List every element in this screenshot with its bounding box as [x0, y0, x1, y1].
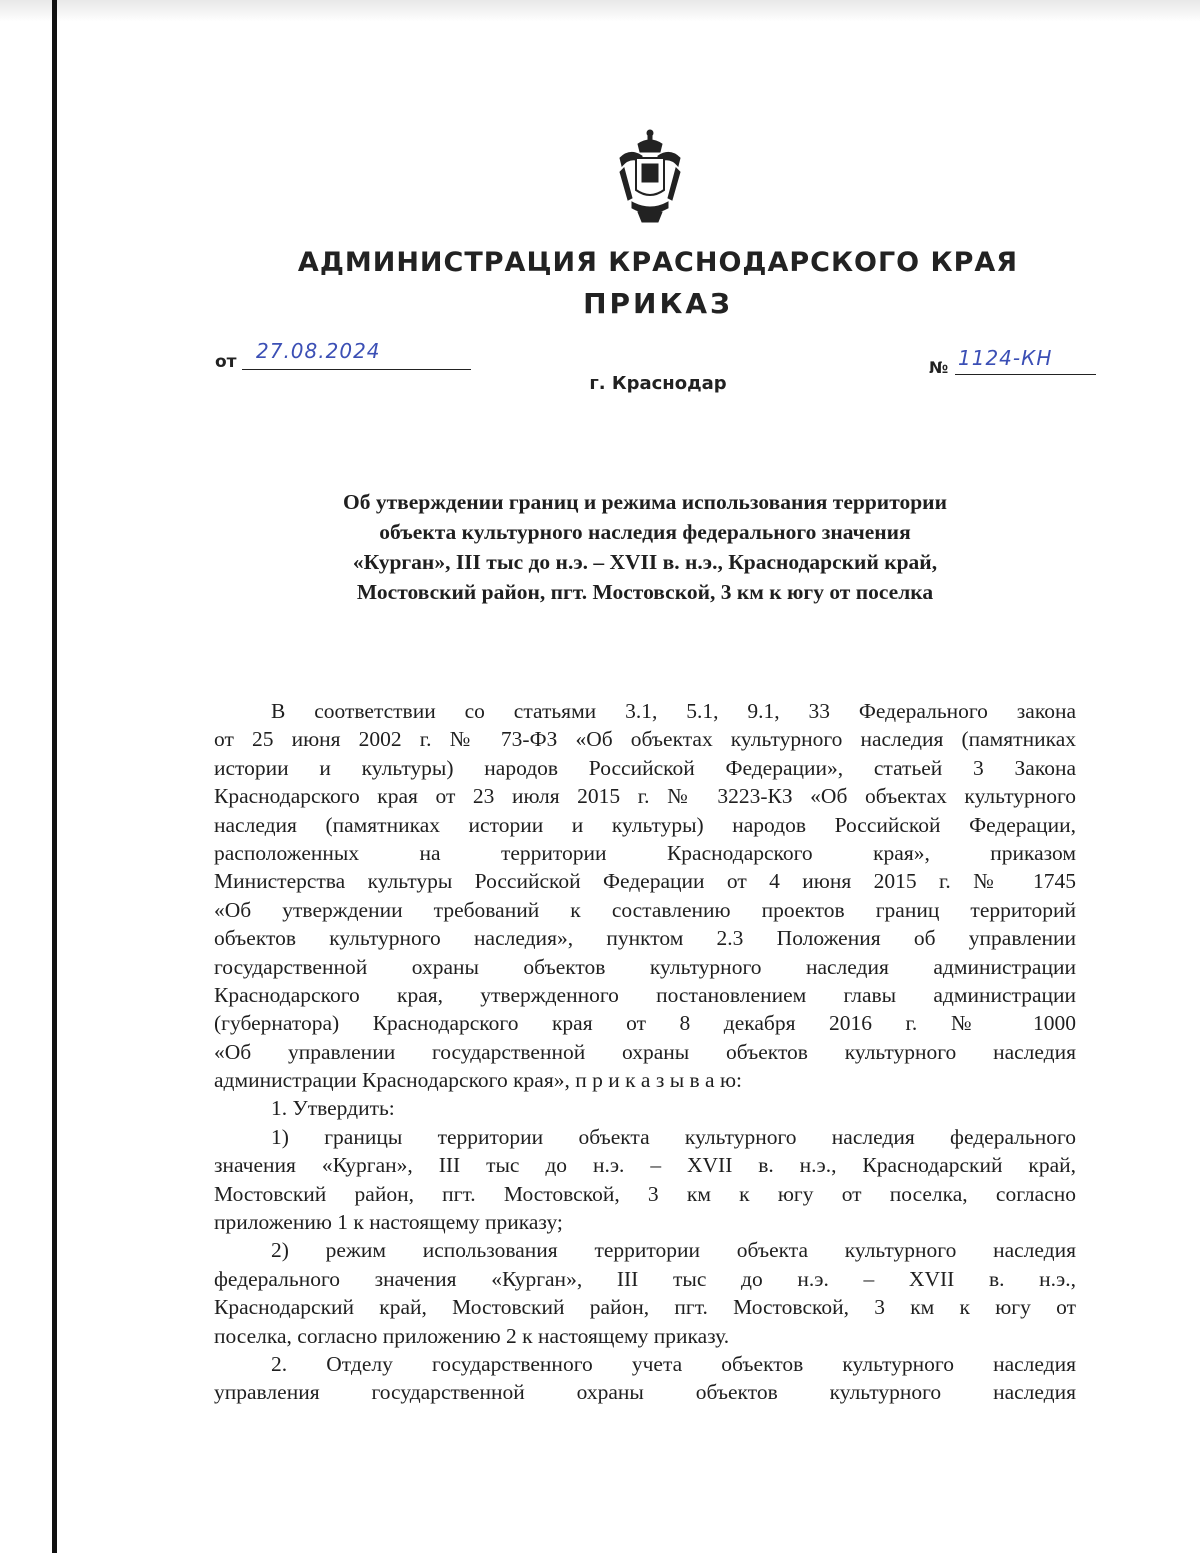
body-line: Краснодарского края от 23 июля 2015 г. № 3223-КЗ «Об объектах культурного [214, 784, 1076, 809]
date-handwritten: 27.08.2024 [256, 339, 381, 363]
body-line: «Об управлении государственной охраны объектов культурного наследия [214, 1039, 1076, 1064]
body-line: государственной охраны объектов культурного наследия администрации [214, 954, 1076, 979]
body-line: от 25 июня 2002 г. № 73-ФЗ «Об объектах культурного наследия (памятниках [214, 727, 1076, 752]
body-line: поселка, согласно приложению 2 к настоящему приказу. [214, 1323, 730, 1348]
body-line: федерального значения «Курган», III тыс до н.э. – XVII в. н.э., [214, 1266, 1076, 1291]
body-line: 1) границы территории объекта культурного наследия федерального [271, 1124, 1076, 1149]
body-line: Мостовский район, пгт. Мостовской, 3 км к югу от поселка, согласно [214, 1181, 1076, 1206]
body-line: «Об утверждении требований к составлению проектов границ территорий [214, 897, 1076, 922]
body-line: В соответствии со статьями 3.1, 5.1, 9.1, 33 Федерального закона [271, 699, 1076, 723]
document-body [214, 697, 1076, 1407]
document-subject [200, 487, 1090, 607]
page-edge [52, 0, 57, 1553]
subject-line: Об утверждении границ и режима использования территории [343, 490, 947, 514]
date-underline [242, 369, 471, 370]
number-label: № [929, 358, 949, 377]
date-label: от [215, 352, 237, 372]
number-handwritten: 1124-КН [958, 346, 1053, 370]
subject-line: Мостовский район, пгт. Мостовской, 3 км к югу от поселка [356, 580, 934, 604]
body-line: Краснодарский край, Мостовский район, пгт. Мостовской, 3 км к югу от [214, 1295, 1076, 1320]
scan-shadow [0, 0, 1200, 22]
body-line: администрации Краснодарского края», п р и к а з ы в а ю: [214, 1068, 743, 1093]
body-line: 2) режим использования территории объекта культурного наследия [271, 1238, 1076, 1263]
body-line: истории и культуры) народов Российской Федерации», статьей 3 Закона [214, 755, 1076, 780]
body-line: объектов культурного наследия», пунктом 2.3 Положения об управлении [214, 926, 1076, 951]
subject-line: объекта культурного наследия федерального значения [379, 520, 911, 544]
body-line: наследия (памятниках истории и культуры) народов Российской Федерации, [214, 812, 1076, 837]
body-line: 1. Утвердить: [271, 1096, 395, 1121]
body-line: значения «Курган», III тыс до н.э. – XVII в. н.э., Краснодарский край, [214, 1153, 1076, 1178]
coat-of-arms-icon [612, 128, 688, 224]
body-line: (губернатора) Краснодарского края от 8 декабря 2016 г. № 1000 [214, 1011, 1076, 1036]
body-line: 2. Отделу государственного учета объектов культурного наследия [271, 1351, 1076, 1376]
body-line: управления государственной охраны объектов культурного наследия [214, 1380, 1076, 1405]
body-line: Краснодарского края, утвержденного постановлением главы администрации [214, 982, 1076, 1007]
subject-line: «Курган», III тыс до н.э. – XVII в. н.э., Краснодарский край, [352, 550, 938, 574]
city-label: г. Краснодар [589, 373, 727, 394]
body-line: расположенных на территории Краснодарского края», приказом [214, 840, 1076, 865]
document-type: ПРИКАЗ [583, 287, 733, 320]
body-line: Министерства культуры Российской Федерации от 4 июня 2015 г. № 1745 [214, 869, 1076, 894]
organization-title: АДМИНИСТРАЦИЯ КРАСНОДАРСКОГО КРАЯ [297, 247, 1019, 278]
number-underline [955, 374, 1096, 375]
body-line: приложению 1 к настоящему приказу; [214, 1210, 563, 1235]
